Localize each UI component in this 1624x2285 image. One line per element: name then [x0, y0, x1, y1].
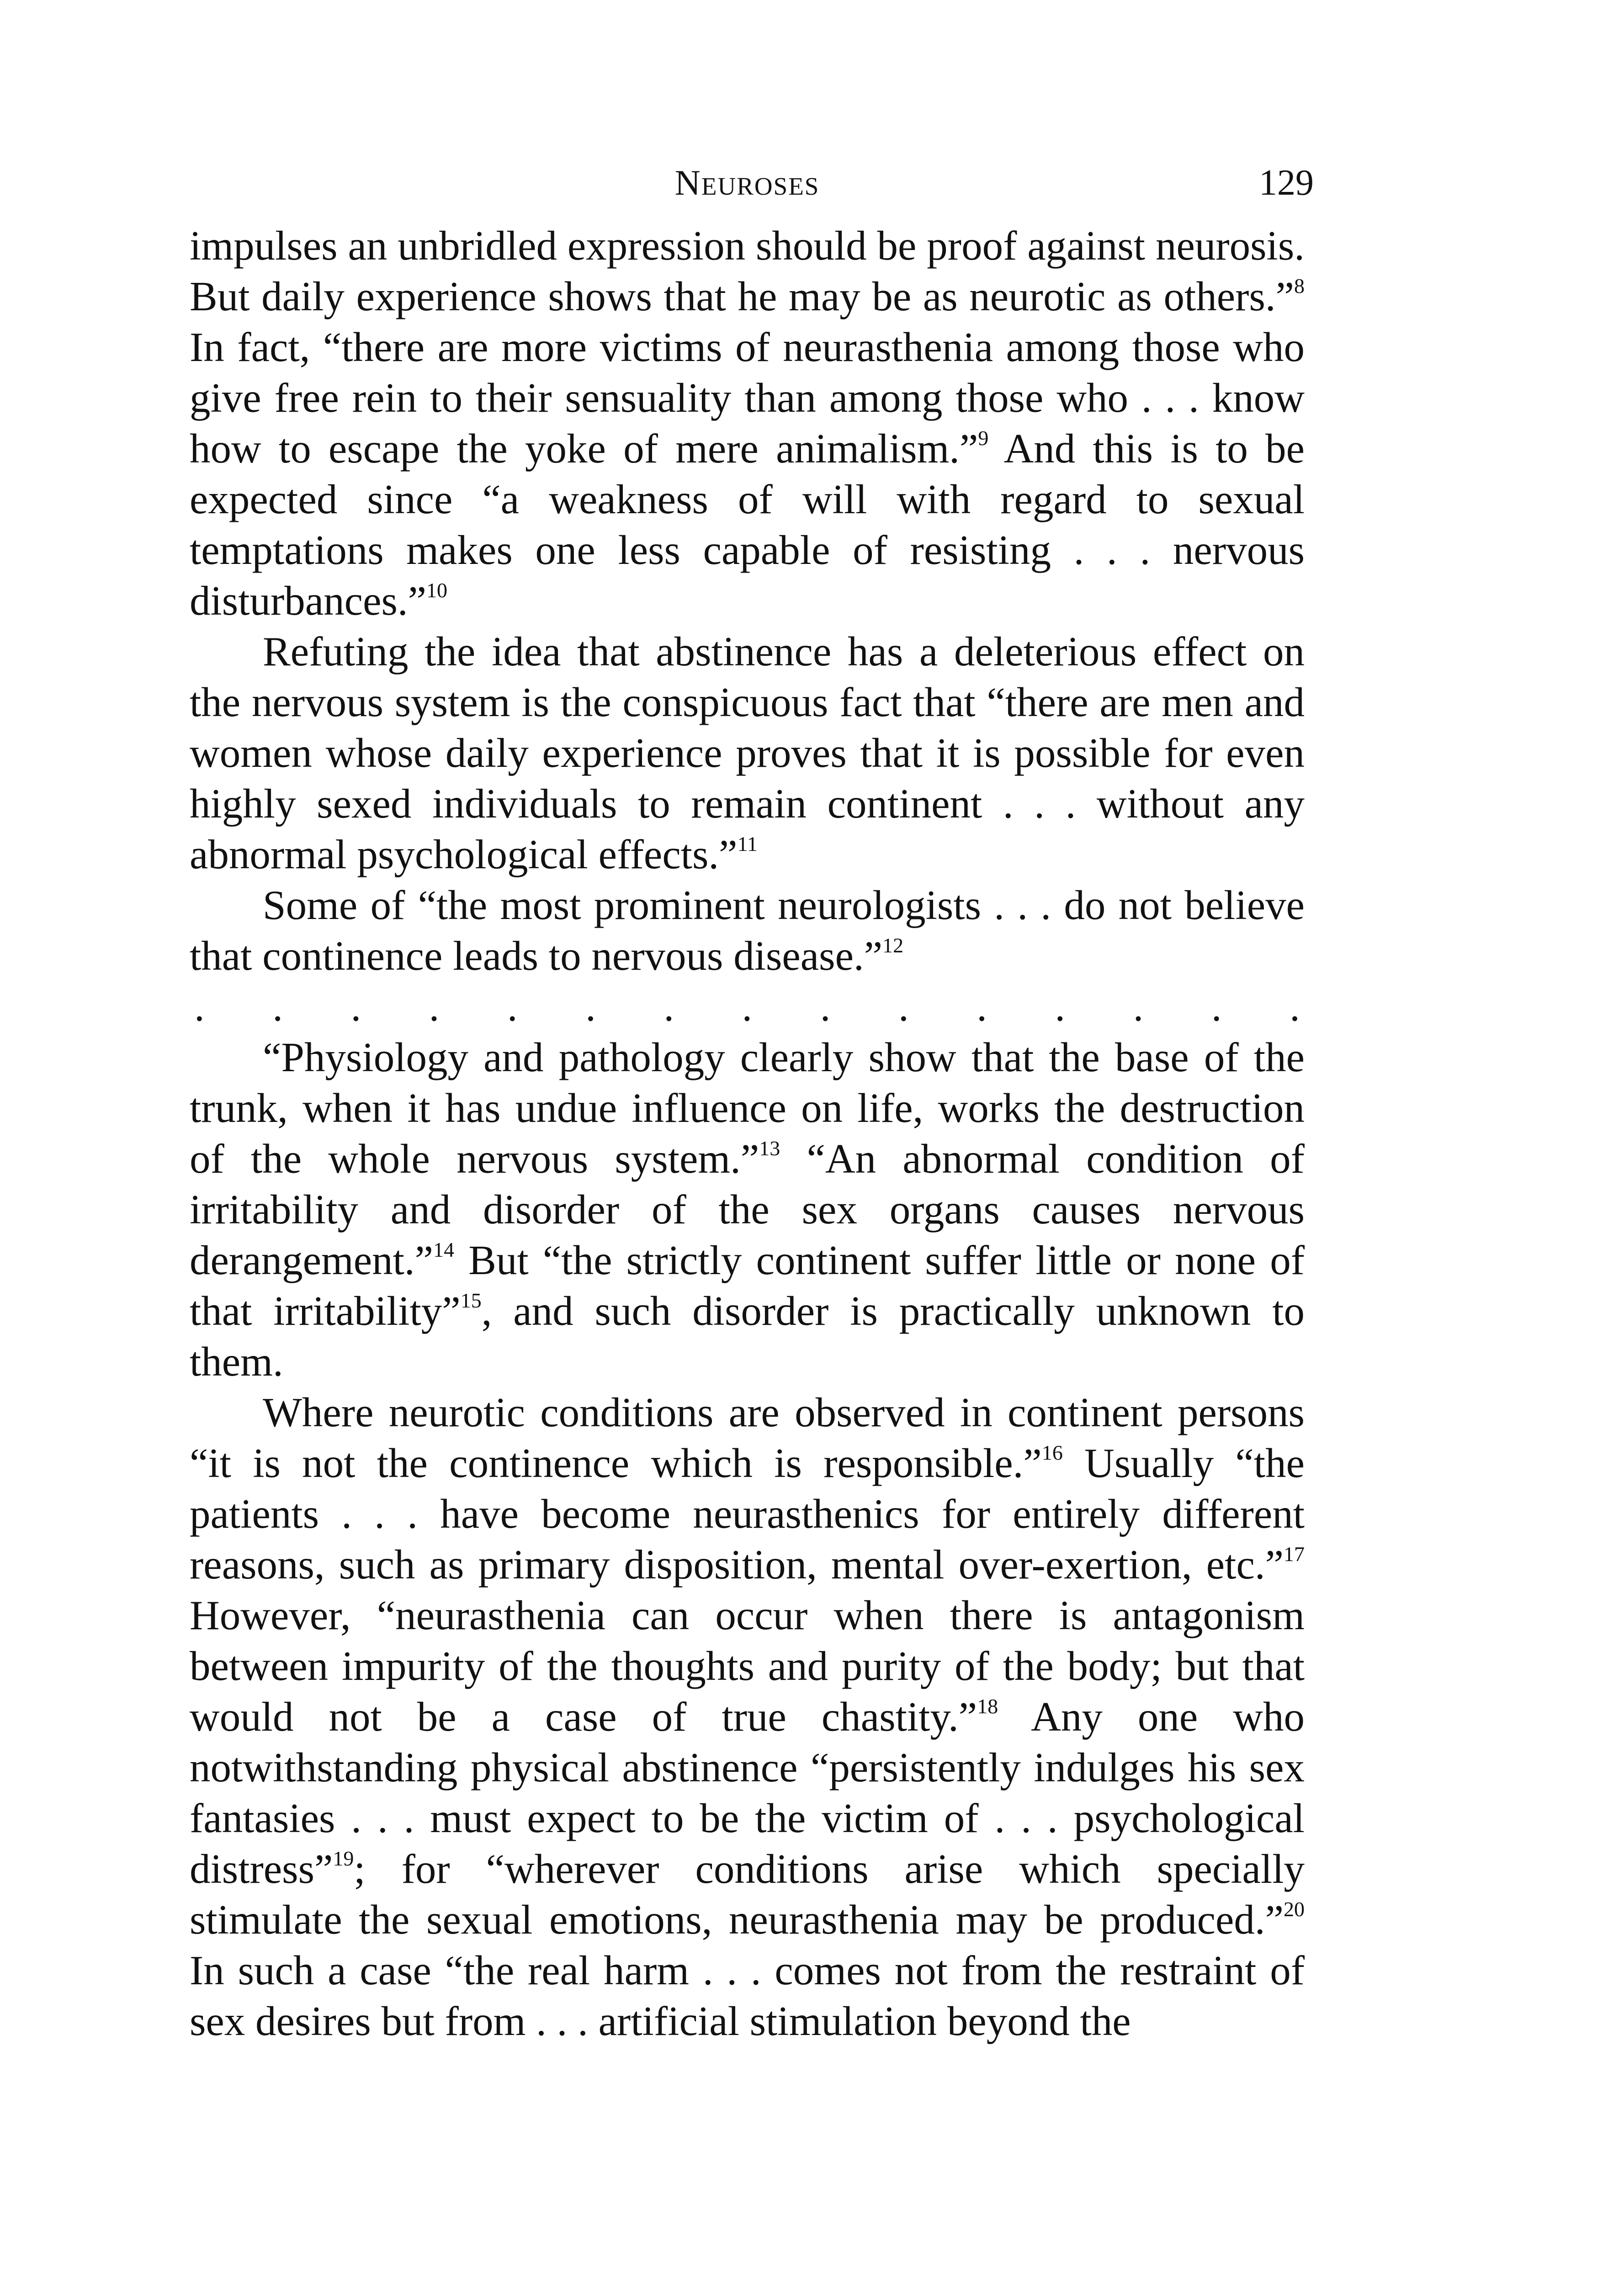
footnote-ref: 17 — [1284, 1542, 1305, 1566]
footnote-ref: 20 — [1284, 1897, 1305, 1921]
paragraph-5 — [190, 1387, 1305, 2046]
footnote-ref: 11 — [737, 832, 758, 856]
ellipsis-dot: . — [977, 983, 987, 1030]
ellipsis-dot: . — [1055, 983, 1066, 1030]
footnote-ref: 15 — [460, 1289, 482, 1312]
ellipsis-dot: . — [663, 983, 674, 1030]
paragraph-4 — [190, 1032, 1305, 1387]
text-run: And this is to be expected since “a weakness of will with regard to sexual temptations makes one less capable of resisting . . . nervous disturbances.” — [190, 425, 1305, 624]
text-run: Refuting the idea that abstinence has a deleterious effect on the nervous system is the conspicuous fact that “there are men and women whose daily experience proves that it is possible for even highly sexed individuals to remain continent . . . without any abnormal psychological effects.” — [190, 628, 1305, 877]
text-run: impulses an unbridled expression should be proof against neurosis. But daily experience shows that he may be as neurotic as others.” — [190, 223, 1305, 319]
ellipsis-dot: . — [1290, 983, 1300, 1030]
footnote-ref: 8 — [1294, 274, 1305, 298]
body-text — [190, 220, 1305, 2046]
text-run: Where neurotic conditions are observed in continent persons “it is not the continence which is responsible.” — [190, 1389, 1305, 1486]
footnote-ref: 19 — [333, 1847, 354, 1870]
ellipsis-dot: . — [585, 983, 596, 1030]
footnote-ref: 12 — [882, 934, 904, 957]
text-run: Usually “the patients . . . have become neurasthenics for entirely different reasons, such as primary disposition, mental over-exertion, etc.” — [190, 1440, 1305, 1588]
footnote-ref: 13 — [759, 1137, 780, 1160]
text-run: In fact, “there are more victims of neurasthenia among those who give free rein to their sensuality than among those who . . . know how to escape the yoke of mere animalism.” — [190, 324, 1305, 472]
running-head — [190, 155, 1314, 210]
text-run: However, “neurasthenia can occur when there is antagonism between impurity of the thoughts and purity of the body; but that would not be a case of true chastity.” — [190, 1592, 1305, 1740]
ellipsis-dot: . — [742, 983, 753, 1030]
paragraph-1 — [190, 220, 1305, 626]
text-run: ; for “wherever conditions arise which specially stimulate the sexual emotions, neurasthenia may be produced.” — [190, 1846, 1305, 1943]
ellipsis-dot: . — [507, 983, 518, 1030]
text-run: In such a case “the real harm . . . comes not from the restraint of sex desires but from . . . artificial stimulation beyond the — [190, 1947, 1305, 2044]
text-run: Some of “the most prominent neurologists . . . do not believe that continence leads to nervous disease.” — [190, 882, 1305, 979]
text-run: “Physiology and pathology clearly show that the base of the trunk, when it has undue influence on life, works the destruction of the whole nervous system.” — [190, 1034, 1305, 1182]
text-run: Any one who notwithstanding physical abstinence “persistently indulges his sex fantasies . . . must expect to be the victim of . . . psychological distress” — [190, 1694, 1305, 1892]
ellipsis-dot: . — [429, 983, 440, 1030]
footnote-ref: 14 — [433, 1238, 455, 1261]
book-page — [190, 155, 1314, 2046]
paragraph-3 — [190, 880, 1305, 981]
ellipsis-row — [190, 981, 1305, 1032]
ellipsis-dot: . — [194, 983, 205, 1030]
text-run: “An abnormal condition of irritability and disorder of the sex organs causes nervous derangement.” — [190, 1136, 1305, 1283]
ellipsis-dot: . — [1211, 983, 1222, 1030]
footnote-ref: 10 — [426, 579, 448, 602]
ellipsis-dot: . — [1133, 983, 1144, 1030]
footnote-ref: 16 — [1041, 1441, 1063, 1464]
text-run: But “the strictly continent suffer little or none of that irritability” — [190, 1237, 1305, 1334]
running-title: Neuroses — [674, 163, 820, 202]
footnote-ref: 18 — [977, 1695, 998, 1718]
ellipsis-dot: . — [350, 983, 361, 1030]
text-run: , and such disorder is practically unknown to them. — [190, 1288, 1305, 1385]
ellipsis-dot: . — [272, 983, 283, 1030]
footnote-ref: 9 — [978, 426, 989, 450]
ellipsis-dot: . — [898, 983, 909, 1030]
page-number: 129 — [1259, 163, 1314, 203]
ellipsis-dot: . — [820, 983, 831, 1030]
paragraph-2 — [190, 626, 1305, 880]
